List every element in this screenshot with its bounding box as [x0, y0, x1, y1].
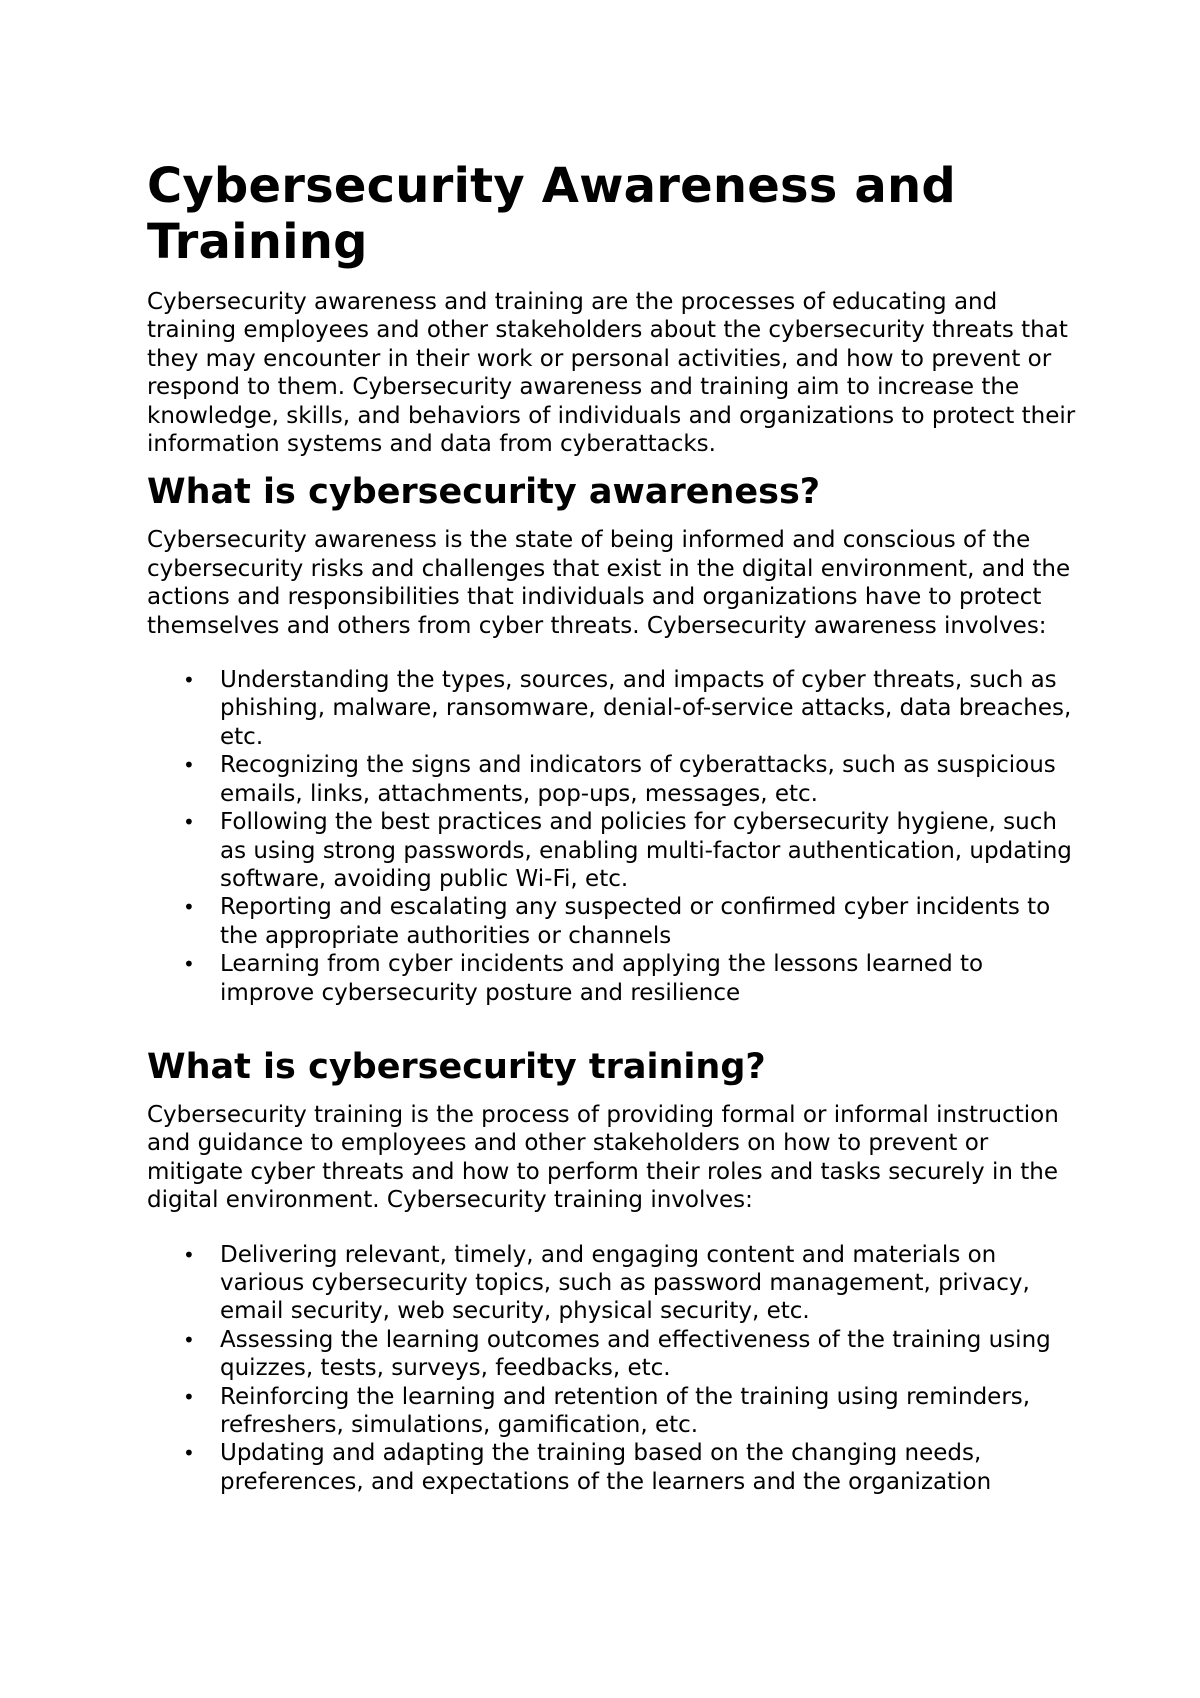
list-item: [183, 893, 1077, 950]
document-page: [147, 158, 1077, 1496]
list-item-text: Reporting and escalating any suspected or confirmed cyber incidents to the appropriate authorities or channels: [220, 894, 1051, 949]
list-item-text: Following the best practices and policies for cybersecurity hygiene, such as using strong passwords, enabling multi-factor authentication, updating software, avoiding public Wi-Fi, etc.: [220, 809, 1072, 892]
training-list: [147, 1241, 1077, 1497]
document-title: Cybersecurity Awareness and Training: [147, 158, 956, 270]
bullet-icon: •: [183, 753, 195, 778]
awareness-list: [147, 666, 1077, 1007]
list-item: [183, 1326, 1077, 1383]
list-item: [183, 751, 1077, 808]
bullet-icon: •: [183, 810, 195, 835]
list-item: [183, 1439, 1077, 1496]
list-item: [183, 950, 1077, 1007]
list-item-text: Reinforcing the learning and retention of the training using reminders, refreshers, simulations, gamification, etc.: [220, 1383, 1031, 1438]
list-item-text: Learning from cyber incidents and applying the lessons learned to improve cybersecurity posture and resilience: [220, 951, 984, 1006]
list-item-text: Understanding the types, sources, and impacts of cyber threats, such as phishing, malware, ransomware, denial-of-service attacks, data breaches, etc.: [220, 667, 1072, 750]
bullet-icon: •: [183, 952, 195, 977]
section-body-awareness: Cybersecurity awareness is the state of being informed and conscious of the cybersecurity risks and challenges that exist in the digital environment, and the actions and responsibilities that individuals and organizations have to protect themselves and others from cyber threats. Cybersecurity awareness involves:: [147, 527, 1071, 639]
bullet-icon: •: [183, 1384, 195, 1409]
section-heading-training: What is cybersecurity training?: [147, 1046, 766, 1087]
list-item: [183, 808, 1077, 893]
list-item-text: Updating and adapting the training based on the changing needs, preferences, and expectations of the learners and the organization: [220, 1440, 992, 1495]
bullet-icon: •: [183, 895, 195, 920]
bullet-icon: •: [183, 1441, 195, 1466]
bullet-icon: •: [183, 1242, 195, 1267]
list-item-text: Delivering relevant, timely, and engaging content and materials on various cybersecurity topics, such as password management, privacy, email security, web security, physical security, etc.: [220, 1241, 1030, 1325]
list-item: [183, 666, 1077, 751]
list-item-text: Recognizing the signs and indicators of cyberattacks, such as suspicious emails, links, attachments, pop-ups, messages, etc.: [220, 752, 1056, 807]
section-heading-awareness: What is cybersecurity awareness?: [147, 472, 821, 513]
intro-paragraph: Cybersecurity awareness and training are the processes of educating and training employees and other stakeholders about the cybersecurity threats that they may encounter in their work or personal activities, and how to prevent or respond to them. Cybersecurity awareness and training aim to increase the knowledge, skills, and behaviors of individuals and organizations to protect their information systems and data from cyberattacks.: [147, 289, 1076, 458]
list-item: [183, 1241, 1077, 1326]
list-item: [183, 1383, 1077, 1440]
bullet-icon: •: [183, 1327, 195, 1352]
bullet-icon: •: [183, 668, 195, 693]
section-body-training: Cybersecurity training is the process of providing formal or informal instruction and guidance to employees and other stakeholders on how to prevent or mitigate cyber threats and how to perform their roles and tasks securely in the digital environment. Cybersecurity training involves:: [147, 1101, 1059, 1214]
list-item-text: Assessing the learning outcomes and effectiveness of the training using quizzes, tests, surveys, feedbacks, etc.: [220, 1326, 1051, 1382]
